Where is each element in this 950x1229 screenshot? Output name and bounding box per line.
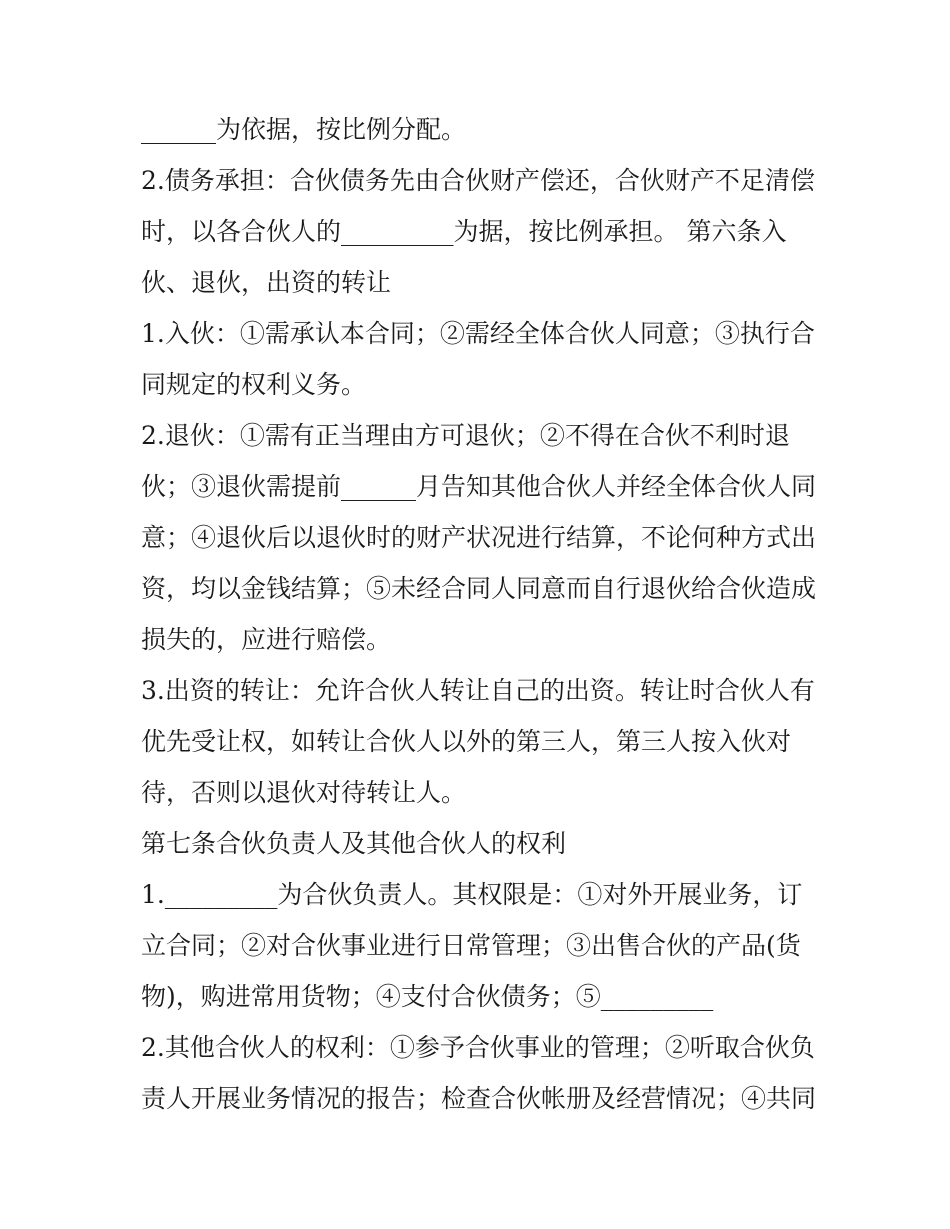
text-line: 2.债务承担：合伙债务先由合伙财产偿还，合伙财产不足清偿 [141,166,815,195]
text-line: 立合同；②对合伙事业进行日常管理；③出售合伙的产品(货 [141,931,801,960]
text-line: 同规定的权利义务。 [141,370,367,399]
text-line: 损失的，应进行赔偿。 [141,625,392,654]
text-line: 1._________为合伙负责人。其权限是：①对外开展业务，订 [141,880,803,909]
text-line: ______为依据，按比例分配。 [141,115,467,144]
text-line: 2.其他合伙人的权利：①参予合伙事业的管理；②听取合伙负 [141,1033,815,1062]
text-line: 物)，购进常用货物；④支付合伙债务；⑤_________ [141,982,714,1011]
section-heading: 第七条合伙负责人及其他合伙人的权利 [141,829,567,858]
text-line: 优先受让权，如转让合伙人以外的第三人，第三人按入伙对 [141,727,792,756]
text-line: 资，均以金钱结算；⑤未经合同人同意而自行退伙给合伙造成 [141,574,817,603]
text-line: 待，否则以退伙对待转让人。 [141,778,467,807]
text-line: 2.退伙：①需有正当理由方可退伙；②不得在合伙不利时退 [141,421,790,450]
document-body [141,104,821,1124]
text-line: 意；④退伙后以退伙时的财产状况进行结算，不论何种方式出 [141,523,817,552]
text-line: 伙；③退伙需提前______月告知其他合伙人并经全体合伙人同 [141,472,817,501]
text-line: 1.入伙：①需承认本合同；②需经全体合伙人同意；③执行合 [141,319,815,348]
text-line: 时，以各合伙人的_________为据，按比例承担。 第六条入 [141,217,787,246]
text-line: 伙、退伙，出资的转让 [141,268,392,297]
text-line: 3.出资的转让：允许合伙人转让自己的出资。转让时合伙人有 [141,676,815,705]
text-line: 责人开展业务情况的报告；检查合伙帐册及经营情况；④共同 [141,1084,817,1113]
